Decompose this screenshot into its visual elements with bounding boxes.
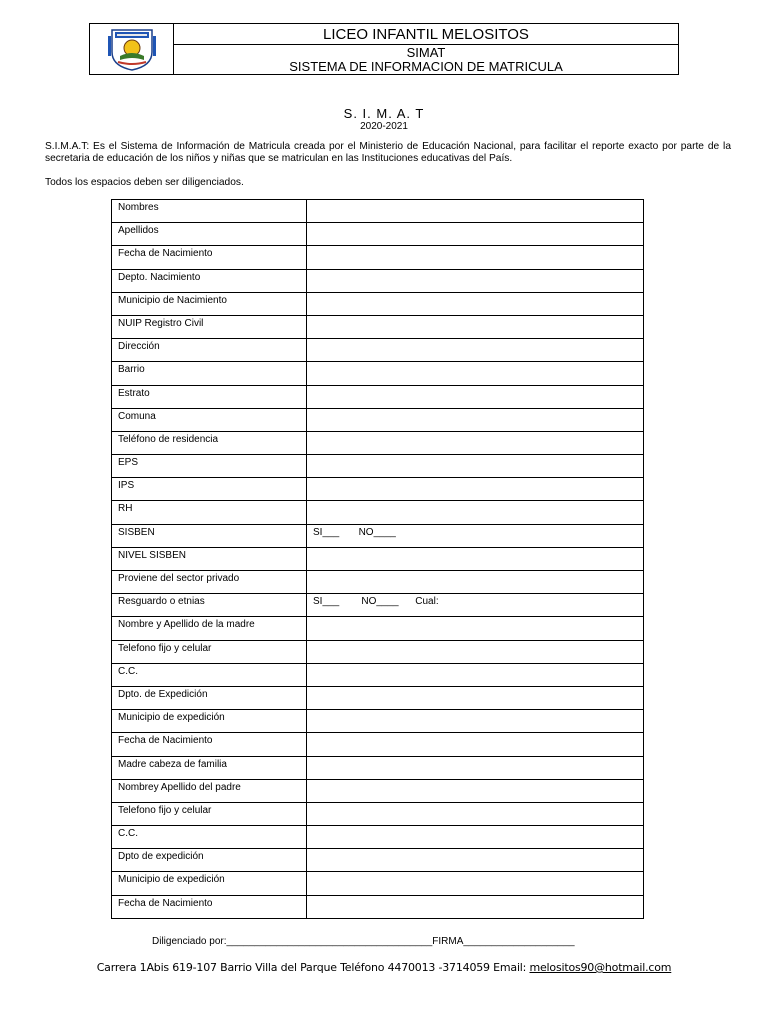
signature-line: Diligenciado por:_____________________________________FIRMA____________________ [152, 936, 575, 947]
form-row [112, 478, 644, 501]
form-field-label: Barrio [112, 362, 307, 385]
form-field-value[interactable] [307, 408, 644, 431]
form-field-value[interactable] [307, 710, 644, 733]
form-field-value[interactable] [307, 756, 644, 779]
form-field-value[interactable] [307, 617, 644, 640]
form-field-value[interactable] [307, 872, 644, 895]
form-field-label: Apellidos [112, 223, 307, 246]
form-field-value[interactable] [307, 431, 644, 454]
form-field-value[interactable] [307, 200, 644, 223]
form-field-label: Fecha de Nacimiento [112, 733, 307, 756]
system-full-name: SISTEMA DE INFORMACION DE MATRICULA [289, 58, 563, 74]
form-row [112, 849, 644, 872]
system-title-block [174, 45, 678, 74]
form-field-label: Municipio de expedición [112, 710, 307, 733]
form-field-value[interactable] [307, 571, 644, 594]
form-row [112, 686, 644, 709]
form-row [112, 571, 644, 594]
form-field-value[interactable] [307, 362, 644, 385]
form-field-label: Estrato [112, 385, 307, 408]
form-field-value[interactable] [307, 246, 644, 269]
form-row [112, 501, 644, 524]
form-field-value[interactable] [307, 895, 644, 918]
form-row [112, 315, 644, 338]
form-row [112, 617, 644, 640]
footer-address: Carrera 1Abis 619-107 Barrio Villa del Parque Teléfono 4470013 -3714059 Email: [96, 961, 530, 974]
form-field-label: SISBEN [112, 524, 307, 547]
form-field-value[interactable]: SI___ NO____ Cual: [307, 594, 644, 617]
footer-email-link[interactable]: melositos90@hotmail.com [529, 961, 672, 974]
form-field-label: NIVEL SISBEN [112, 547, 307, 570]
form-row [112, 547, 644, 570]
form-row [112, 339, 644, 362]
form-field-label: Municipio de Nacimiento [112, 292, 307, 315]
form-field-label: Dirección [112, 339, 307, 362]
form-field-value[interactable] [307, 686, 644, 709]
form-field-label: Nombres [112, 200, 307, 223]
form-field-value[interactable] [307, 640, 644, 663]
form-row [112, 292, 644, 315]
form-field-label: Municipio de expedición [112, 872, 307, 895]
form-row [112, 872, 644, 895]
form-field-label: Comuna [112, 408, 307, 431]
form-row [112, 710, 644, 733]
form-field-value[interactable] [307, 385, 644, 408]
document-header [89, 23, 679, 75]
form-field-value[interactable] [307, 292, 644, 315]
form-field-value[interactable] [307, 849, 644, 872]
form-field-label: Fecha de Nacimiento [112, 895, 307, 918]
school-crest-logo [106, 26, 158, 72]
form-field-label: RH [112, 501, 307, 524]
form-field-label: NUIP Registro Civil [112, 315, 307, 338]
header-title-cell [174, 24, 678, 74]
form-field-value[interactable] [307, 478, 644, 501]
system-short-name: SIMAT [406, 44, 446, 60]
form-row [112, 408, 644, 431]
form-field-value[interactable] [307, 779, 644, 802]
instructions-note: Todos los espacios deben ser diligenciados. [45, 177, 244, 188]
form-row [112, 779, 644, 802]
form-field-label: Telefono fijo y celular [112, 802, 307, 825]
form-field-value[interactable] [307, 802, 644, 825]
form-field-label: Resguardo o etnias [112, 594, 307, 617]
form-field-label: Teléfono de residencia [112, 431, 307, 454]
form-row [112, 246, 644, 269]
form-row [112, 269, 644, 292]
form-row [112, 455, 644, 478]
form-row [112, 385, 644, 408]
form-field-value[interactable] [307, 663, 644, 686]
form-field-value[interactable] [307, 455, 644, 478]
form-field-label: IPS [112, 478, 307, 501]
intro-paragraph: S.I.M.A.T: Es el Sistema de Información de Matricula creada por el Ministerio de Educación Nacional, para facilitar el reporte exacto por parte de la secretaria de educación de los niños y niñas que se matriculan en las Instituciones educativas del País. [45, 141, 731, 164]
form-field-label: Telefono fijo y celular [112, 640, 307, 663]
form-row [112, 362, 644, 385]
form-row [112, 594, 644, 617]
form-field-label: Fecha de Nacimiento [112, 246, 307, 269]
form-field-label: Nombrey Apellido del padre [112, 779, 307, 802]
form-field-label: EPS [112, 455, 307, 478]
form-field-value[interactable]: SI___ NO____ [307, 524, 644, 547]
form-field-label: Depto. Nacimiento [112, 269, 307, 292]
form-row [112, 802, 644, 825]
logo-cell [90, 24, 174, 74]
form-field-label: Proviene del sector privado [112, 571, 307, 594]
form-field-value[interactable] [307, 733, 644, 756]
school-name: LICEO INFANTIL MELOSITOS [174, 24, 678, 45]
document-year: 2020-2021 [360, 121, 408, 132]
form-field-value[interactable] [307, 501, 644, 524]
form-field-label: Nombre y Apellido de la madre [112, 617, 307, 640]
form-field-value[interactable] [307, 269, 644, 292]
form-row [112, 223, 644, 246]
form-field-value[interactable] [307, 826, 644, 849]
form-field-label: Dpto. de Expedición [112, 686, 307, 709]
form-field-value[interactable] [307, 223, 644, 246]
form-row [112, 663, 644, 686]
form-row [112, 200, 644, 223]
form-field-value[interactable] [307, 315, 644, 338]
footer-contact [0, 961, 768, 974]
form-field-value[interactable] [307, 339, 644, 362]
form-row [112, 895, 644, 918]
enrollment-form-table [111, 199, 644, 919]
form-row [112, 826, 644, 849]
form-row [112, 640, 644, 663]
form-row [112, 431, 644, 454]
form-field-label: Madre cabeza de familia [112, 756, 307, 779]
form-field-label: C.C. [112, 663, 307, 686]
form-field-label: Dpto de expedición [112, 849, 307, 872]
form-row [112, 524, 644, 547]
form-field-value[interactable] [307, 547, 644, 570]
form-field-label: C.C. [112, 826, 307, 849]
form-row [112, 733, 644, 756]
form-row [112, 756, 644, 779]
document-title: S. I. M. A. T [343, 106, 425, 121]
